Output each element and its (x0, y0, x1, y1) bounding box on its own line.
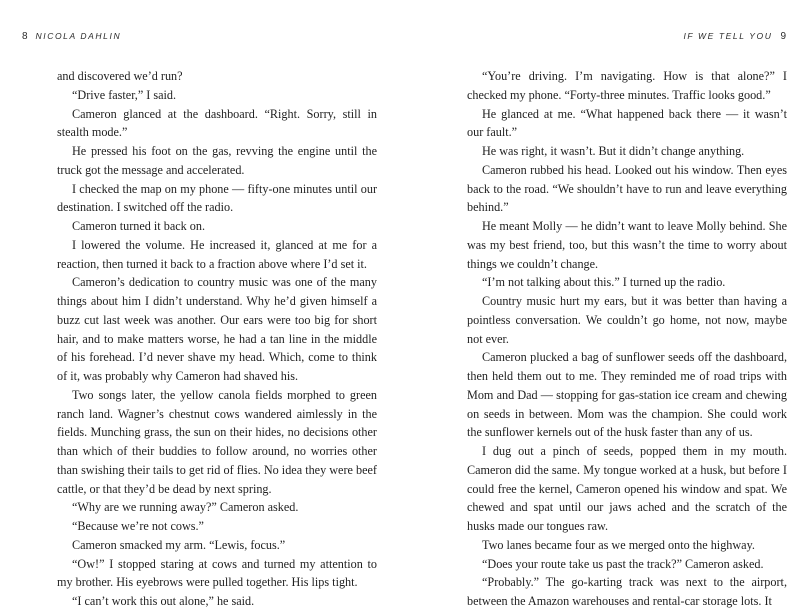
left-page-body (57, 67, 377, 611)
paragraph: Two lanes became four as we merged onto the highway. (482, 537, 755, 552)
paragraph: Cameron smacked my arm. “Lewis, focus.” (72, 537, 286, 552)
paragraph: Cameron glanced at the dashboard. “Right. Sorry, still in stealth mode.” (57, 106, 377, 140)
right-running-head-title: IF WE TELL YOU (683, 31, 773, 41)
paragraph: “I’m not talking about this.” I turned up the radio. (482, 275, 726, 290)
right-page-number: 9 (780, 31, 786, 42)
left-running-header (18, 31, 121, 42)
right-running-header (683, 31, 790, 42)
paragraph: “Because we’re not cows.” (72, 519, 204, 533)
paragraph: and discovered we’d run? (57, 69, 183, 83)
paragraph: “You’re driving. I’m navigating. How is that alone?” I checked my phone. “Forty-three minutes. Traffic looks good.” (467, 69, 787, 102)
paragraph: Cameron turned it back on. (72, 219, 206, 233)
paragraph: He pressed his foot on the gas, revving the engine until the truck got the message and accelerated. (57, 144, 377, 177)
paragraph: “Does your route take us past the track?” Cameron asked. (482, 556, 764, 571)
paragraph: He was right, it wasn’t. But it didn’t change anything. (482, 144, 745, 158)
paragraph: Two songs later, the yellow canola fields morphed to green ranch land. Wagner’s chestnut cows wandered aimlessly in the fields. Munching grass, the sun on their hides, no decisions other than which of their buddies to follow around, no worries other than swishing their tails to get rid of flies. No idea they were beef cattle, or that they’d be dead by next spring. (57, 387, 377, 496)
left-page-number: 8 (22, 31, 28, 42)
paragraph: “Drive faster,” I said. (72, 87, 177, 102)
right-page-body (467, 67, 787, 611)
paragraph: He meant Molly — he didn’t want to leave Molly behind. She was my best friend, too, but this wasn’t the time to worry about things we couldn’t change. (467, 219, 787, 271)
paragraph: Country music hurt my ears, but it was better than having a pointless conversation. We couldn’t go home, not now, maybe not ever. (467, 294, 787, 346)
left-running-head-author: NICOLA DAHLIN (35, 31, 122, 41)
paragraph: “Why are we running away?” Cameron asked. (72, 500, 299, 515)
paragraph: I checked the map on my phone — fifty-one minutes until our destination. I switched off the radio. (57, 181, 377, 215)
paragraph: Cameron plucked a bag of sunflower seeds off the dashboard, then held them out to me. They reminded me of road trips with Mom and Dad — stopping for gas-station ice cream and chewing on seeds in between. Mom was the champion. She could work the sunflower kernels out of the husk faster than any of us. (467, 350, 787, 440)
paragraph: “Probably.” The go-karting track was next to the airport, between the Amazon warehouses and rental-car storage lots. It (467, 575, 787, 608)
paragraph: I dug out a pinch of seeds, popped them in my mouth. Cameron did the same. My tongue worked at a husk, but before I could free the kernel, Cameron opened his window and spat. We chewed and spat until our jaws ached and the scratch of the husks made our tongues raw. (467, 444, 787, 533)
paragraph: He glanced at me. “What happened back there — it wasn’t our fault.” (467, 106, 787, 140)
paragraph: Cameron’s dedication to country music was one of the many things about him I didn’t understand. Why he’d given himself a buzz cut last week was another. Our ears were too big for short hair, and to make matters worse, he had a tan line in the middle of his forehead. I’d never shave my head. Which, come to think of it, was probably why Cameron had shaved his. (57, 275, 377, 383)
paragraph: I lowered the volume. He increased it, glanced at me for a reaction, then turned it back to a fraction above where I’d set it. (57, 237, 377, 271)
paragraph: “I can’t work this out alone,” he said. (72, 594, 255, 608)
paragraph: “Ow!” I stopped staring at cows and turned my attention to my brother. His eyebrows were pulled together. His lips tight. (57, 556, 377, 590)
paragraph: Cameron rubbed his head. Looked out his window. Then eyes back to the road. “We shouldn’t have to run and leave everything behind.” (467, 162, 787, 215)
